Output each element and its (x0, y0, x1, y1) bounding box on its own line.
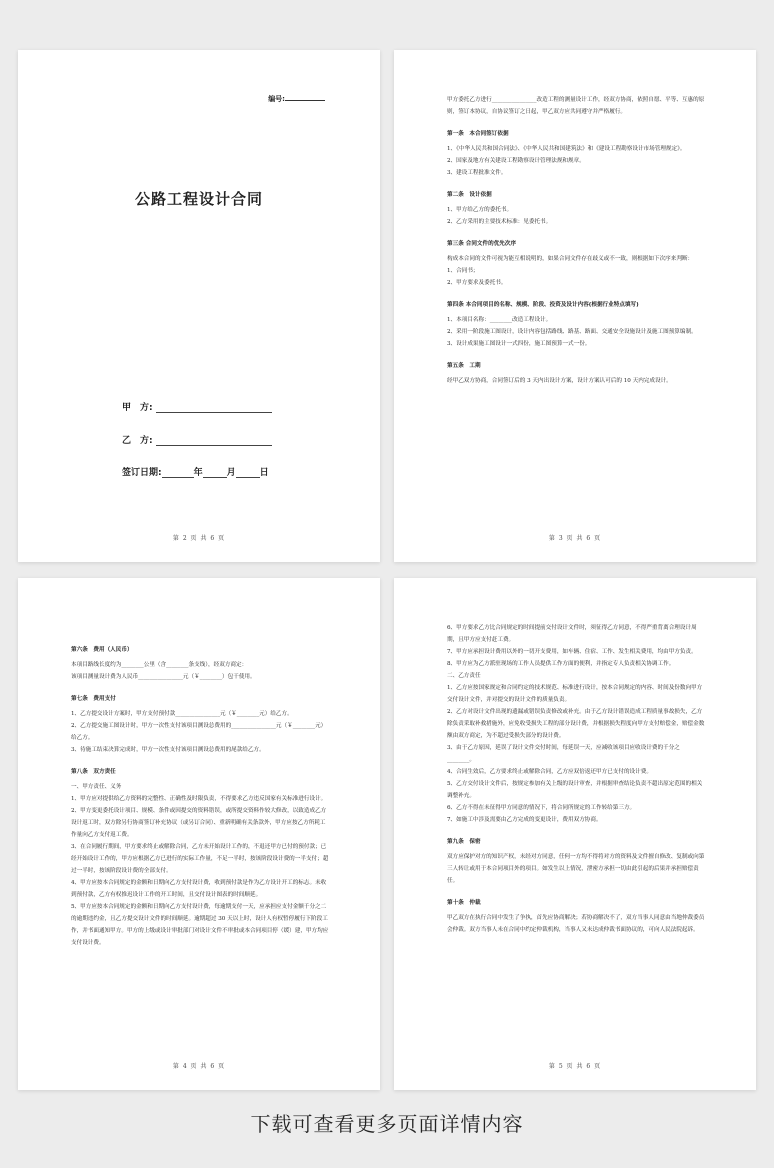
year-blank (162, 468, 194, 478)
paragraph: 二、乙方责任 (447, 673, 481, 679)
paragraph: 3、待施工结束决算完成时，甲方一次性支付该项目测设总费用的尾款给乙方。 (71, 747, 265, 753)
section-heading: 第一条 本合同签订依据 (447, 131, 509, 137)
paragraph: 2、乙方提交施工图设计时，甲方一次性支付该项目测设总费用的________________元（￥________元）给乙方。 (71, 723, 327, 741)
contract-number-label: 编号: (268, 95, 285, 103)
section-heading: 第三条 合同文件的优先次序 (447, 241, 517, 247)
party-a-blank (156, 403, 272, 413)
contract-number-blank (285, 94, 325, 101)
paragraph: 2、乙方对设计文件出现的遗漏或错误负责修改或补充。由于乙方设计错误造成工程质量事故损失，乙方除负责采取补救措施外，应免收受损失工程的部分设计费，并根据损失程度向甲方支付赔偿金，赔偿金数额由双方商定，为不超过受损失部分的设计费。 (447, 709, 705, 739)
paragraph: 3、建设工程批准文件。 (447, 170, 507, 176)
paragraph: 甲乙双方在执行合同中发生了争执，首先应协商解决；若协商解决不了，双方当事人同意由当地仲裁委员会仲裁。双方当事人未在合同中约定仲裁机构，当事人又未达成仲裁书面协议的，可向人民法院起诉。 (447, 915, 705, 933)
paragraph: 经甲乙双方协商，合同签订后的 3 天内出设计方案，设计方案认可后的 10 天内完成设计。 (447, 378, 672, 384)
paragraph: 1、《中华人民共和国合同法》、《中华人民共和国建筑法》和《建设工程勘察设计市场管理规定》。 (447, 146, 686, 152)
paragraph: 一、甲方责任、义务 (71, 784, 122, 790)
month-label: 月 (226, 468, 236, 478)
paragraph: 双方应保护对方的知识产权，未经对方同意，任何一方均不得将对方的资料及文件擅自修改、复制或向第三人转让或用于本合同项目外的项目。如发生以上情况，泄密方承担一切由此引起的后果并承担赔偿责任。 (447, 854, 705, 884)
paragraph: 甲方委托乙方进行________________改造工程的测量设计工作，经双方协商，依照自愿、平等、互惠的原则，签订本协议，自协议签订之日起，甲乙双方应共同遵守并严格履行。 (447, 97, 705, 115)
party-a-label: 甲 方: (122, 403, 153, 413)
paragraph: 2、乙方采用的主要技术标准：见委托书。 (447, 219, 552, 225)
paragraph: 8、甲方应为乙方派驻现场的工作人员提供工作方面的便利，并指定专人负责相关协调工作。 (447, 661, 675, 667)
document-page-3 (18, 578, 380, 1090)
paragraph: 6、甲方要求乙方比合同规定的时间提前交付设计文件时，须征得乙方同意，不得严重背离合理设计周期，且甲方应支付赶工费。 (447, 625, 697, 643)
paragraph: 该项目测量设计费为人民币________________元（￥________）包干使用。 (71, 674, 256, 680)
paragraph: 2、甲方变更委托设计项目、规模、条件或因提交的资料错误，或所提交资料作较大修改，以致造成乙方设计返工时，双方除另行协商签订补充协议（或另订合同）、重新明确有关条款外，甲方应按乙方所耗工作量向乙方支付返工费。 (71, 808, 327, 838)
paragraph: 2、甲方要求及委托书。 (447, 280, 507, 286)
paragraph: 2、国家及地方有关建设工程勘察设计管理法规和规章。 (447, 158, 585, 164)
document-page-cover (18, 50, 380, 562)
sign-date-row (122, 465, 269, 478)
paragraph: 3、在合同履行期间，甲方要求终止或解除合同，乙方未开始设计工作的，不退还甲方已付的预付款；已经开始设计工作的，甲方应根据乙方已进行的实际工作量，不足一半时，按该阶段设计费的一半支付；超过一半时，按该阶段设计费的全部支付。 (71, 844, 329, 874)
day-blank (236, 468, 260, 478)
section-heading: 第六条 费用（人民币） (71, 647, 133, 653)
month-blank (203, 468, 227, 478)
paragraph: 4、甲方应按本合同规定的金额和日期向乙方支付设计费，收到预付款是作为乙方设计开工的标志。未收到预付款，乙方有权推迟设计工作的开工时间，且交付设计图表的时间顺延。 (71, 880, 327, 898)
paragraph: 7、甲方应承担设计费用以外的一切开支费用，如车辆、住宿、工作、发生相关费用，均由甲方负责。 (447, 649, 697, 655)
section-heading: 第八条 双方责任 (71, 769, 116, 775)
year-label: 年 (193, 468, 203, 478)
paragraph: 1、乙方应按国家规定和合同约定的技术规范、标准进行设计，按本合同规定的内容、时间及份数向甲方交付设计文件，并对提交的设计文件的质量负责。 (447, 685, 703, 703)
page-footer: 第 4 页 共 6 页 (172, 1063, 226, 1070)
paragraph: 本项目路线长度约为________公里（含________条支线），经双方商定： (71, 662, 248, 668)
party-b-row (122, 433, 272, 446)
day-label: 日 (259, 468, 269, 478)
paragraph: 4、合同生效后，乙方要求终止或解除合同，乙方应双倍返还甲方已支付的设计费。 (447, 769, 652, 775)
section-heading: 第九条 保密 (447, 839, 481, 845)
paragraph: 1、本项目名称：________改造工程设计。 (447, 317, 552, 323)
download-more-prompt[interactable]: 下载可查看更多页面详情内容 (250, 1112, 524, 1136)
page-content (71, 634, 330, 949)
paragraph: 5、甲方应按本合同规定的金额和日期向乙方支付设计费，每逾期支付一天，应承担应支付金额千分之二的逾期违约金，且乙方提交设计文件的时间顺延。逾期超过 30 天以上时，设计人有权暂停履行下阶段工作，并书面通知甲方。甲方的上级或设计审批部门对设计文件不审批或本合同项目停（缓）建，甲方均应支付设计费。 (71, 904, 329, 946)
contract-number (268, 94, 325, 104)
paragraph: 7、如施工中涉及需要由乙方完成的变更设计，费用双方协商。 (447, 817, 602, 823)
paragraph: 1、甲方应对提供给乙方资料的完整性、正确性及时限负责，不得要求乙方违反国家有关标准进行设计。 (71, 796, 327, 802)
section-heading: 第五条 工期 (447, 363, 481, 369)
page-footer: 第 2 页 共 6 页 (172, 535, 226, 542)
page-content (447, 622, 706, 936)
paragraph: 1、甲方给乙方的委托书。 (447, 207, 513, 213)
document-page-2 (394, 50, 756, 562)
section-heading: 第十条 仲裁 (447, 900, 481, 906)
document-page-4 (394, 578, 756, 1090)
paragraph: 6、乙方不得在未征得甲方同意的情况下，将合同所规定的工作转给第三方。 (447, 805, 636, 811)
paragraph: 1、合同书； (447, 268, 479, 274)
paragraph: 3、由于乙方原因，延误了设计文件交付时间，每延误一天，应减收该项目应收设计费的千分之________。 (447, 745, 680, 763)
paragraph: 2、采用一阶段施工图设计，设计内容包括路线、路基、路面、交通安全设施设计及施工图预算编制。 (447, 329, 697, 335)
page-content (447, 94, 706, 387)
party-b-label: 乙 方: (122, 436, 153, 446)
paragraph: 5、乙方交付设计文件后，按规定参加有关上级的设计审查，并根据审查结论负责不超出原定范围的相关调整补充。 (447, 781, 703, 799)
contract-title: 公路工程设计合同 (134, 190, 263, 208)
paragraph: 3、设计成果施工图设计一式四份，施工图预算一式一份。 (447, 341, 591, 347)
party-b-blank (156, 436, 272, 446)
party-a-row (122, 400, 272, 413)
page-footer: 第 5 页 共 6 页 (548, 1063, 602, 1070)
section-heading: 第七条 费用支付 (71, 696, 116, 702)
page-footer: 第 3 页 共 6 页 (548, 535, 602, 542)
paragraph: 构成本合同的文件可视为能互相说明的，如果合同文件存在歧义或不一致，则根据如下次序来判断： (447, 256, 694, 262)
section-heading: 第二条 设计依据 (447, 192, 492, 198)
paragraph: 1、乙方提交设计方案时，甲方支付预付款________________元（￥________元）给乙方。 (71, 711, 293, 717)
section-heading: 第四条 本合同项目的名称、规模、阶段、投资及设计内容(根据行业特点填写) (447, 302, 639, 308)
sign-date-label: 签订日期: (122, 468, 162, 478)
